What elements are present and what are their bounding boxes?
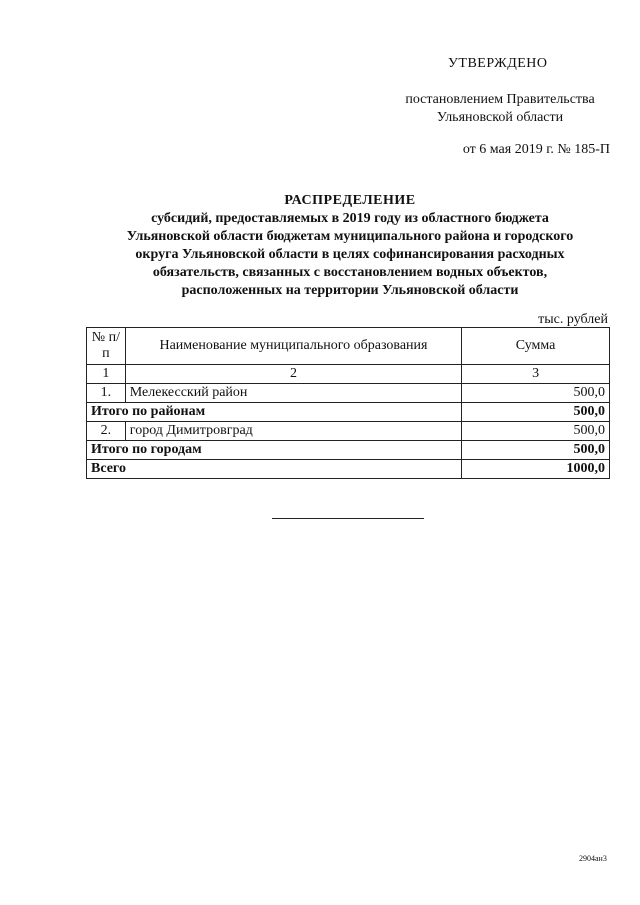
- decree-line-1: постановлением Правительства: [405, 92, 595, 107]
- document-stamp: 2904ан3: [579, 854, 607, 863]
- total-label: Итого по городам: [87, 441, 462, 460]
- title-line: субсидий, предоставляемых в 2019 году из областного бюджета: [151, 211, 549, 226]
- title-line: расположенных на территории Ульяновской области: [181, 283, 519, 298]
- header-sum: Сумма: [462, 328, 610, 365]
- table-row: [87, 422, 610, 441]
- title-line: Ульяновской области бюджетам муниципального района и городского: [126, 229, 574, 244]
- total-label: Итого по районам: [87, 403, 462, 422]
- decree-date: от 6 мая 2019 г. № 185-П: [462, 142, 610, 157]
- decree-line-2: Ульяновской области: [436, 110, 564, 125]
- units-label: тыс. рублей: [538, 312, 608, 327]
- table-grand-total-row: [87, 460, 610, 479]
- row-number: 1.: [87, 384, 126, 403]
- header-name: Наименование муниципального образования: [125, 328, 461, 365]
- row-name: Мелекесский район: [125, 384, 461, 403]
- row-sum: 500,0: [462, 384, 610, 403]
- table-total-row: [87, 441, 610, 460]
- title-line: обязательств, связанных с восстановлением водных объектов,: [152, 265, 548, 280]
- index-cell: 3: [462, 365, 610, 384]
- row-sum: 500,0: [462, 422, 610, 441]
- approved-label: УТВЕРЖДЕНО: [448, 56, 548, 71]
- table-header-row: [87, 328, 610, 365]
- index-cell: 2: [125, 365, 461, 384]
- total-sum: 500,0: [462, 441, 610, 460]
- grand-total-label: Всего: [87, 460, 462, 479]
- row-number: 2.: [87, 422, 126, 441]
- document-title: [90, 192, 610, 300]
- index-cell: 1: [87, 365, 126, 384]
- total-sum: 500,0: [462, 403, 610, 422]
- row-name: город Димитровград: [125, 422, 461, 441]
- table-row: [87, 384, 610, 403]
- title-line: округа Ульяновской области в целях софинансирования расходных: [135, 247, 565, 262]
- grand-total-sum: 1000,0: [462, 460, 610, 479]
- table-total-row: [87, 403, 610, 422]
- title-heading: РАСПРЕДЕЛЕНИЕ: [284, 193, 416, 208]
- table-index-row: [87, 365, 610, 384]
- end-rule: [272, 518, 424, 519]
- header-number: № п/п: [87, 328, 126, 365]
- distribution-table: [86, 327, 610, 479]
